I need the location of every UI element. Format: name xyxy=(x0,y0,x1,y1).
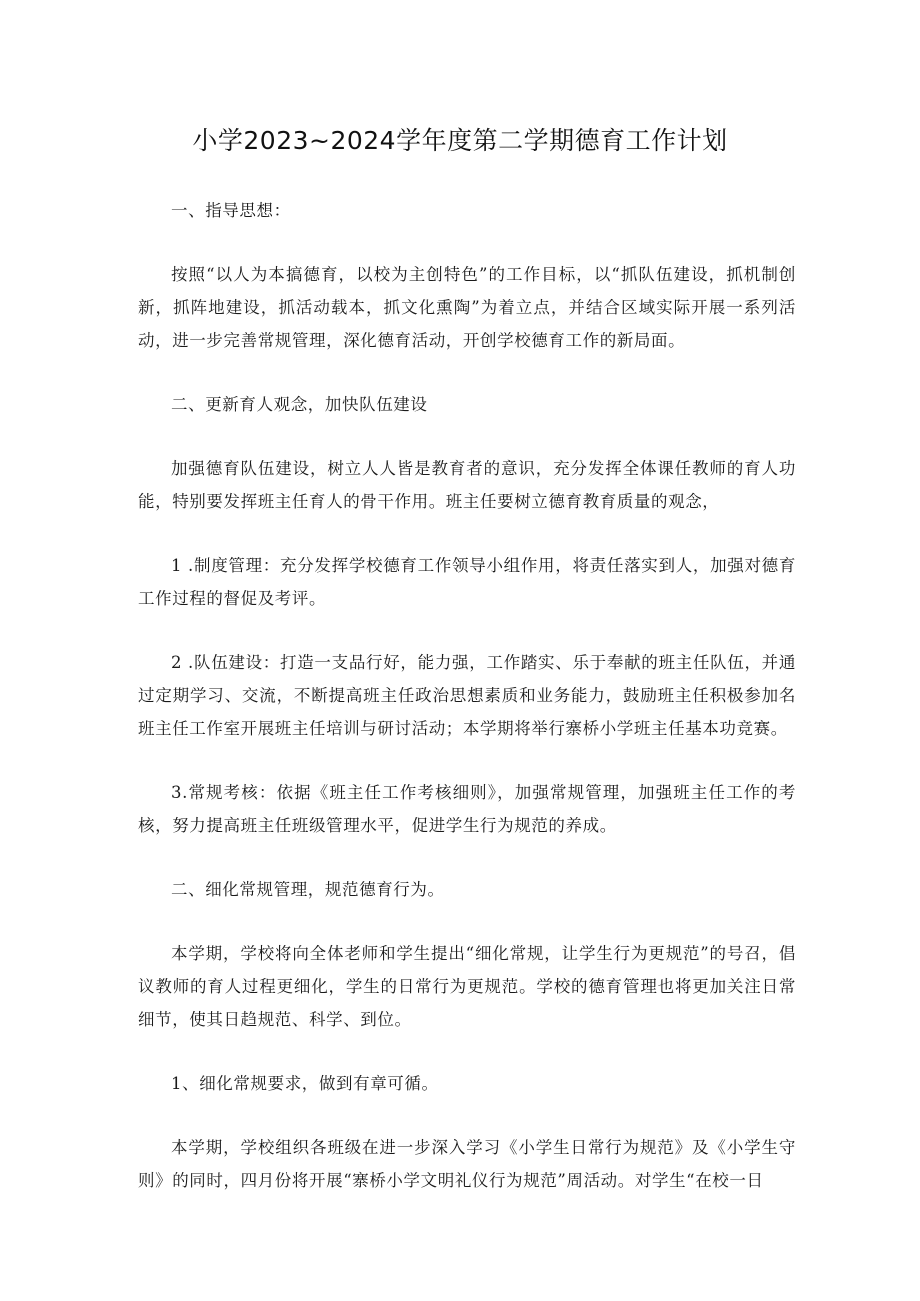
paragraph-team-building: 加强德育队伍建设，树立人人皆是教育者的意识，充分发挥全体课任教师的育人功能，特别要发挥班主任育人的骨干作用。班主任要树立德育教育质量的观念， xyxy=(138,459,796,511)
paragraph-routine-management: 本学期，学校将向全体老师和学生提出“细化常规，让学生行为更规范”的号召，倡议教师的育人过程更细化，学生的日常行为更规范。学校的德育管理也将更加关注日常细节，使其日趋规范、科学、到位。 xyxy=(138,944,796,1029)
paragraph-guiding-ideology: 按照“以人为本搞德育，以校为主创特色”的工作目标，以“抓队伍建设，抓机制创新，抓阵地建设，抓活动载本，抓文化熏陶”为着立点，并结合区域实际开展一系列活动，进一步完善常规管理，深化德育活动，开创学校德育工作的新局面。 xyxy=(138,265,796,350)
paragraph-routine-requirements: 本学期，学校组织各班级在进一步深入学习《小学生日常行为规范》及《小学生守则》的同时，四月份将开展“寨桥小学文明礼仪行为规范”周活动。对学生“在校一日 xyxy=(138,1138,796,1190)
paragraph-team-construction: 2 .队伍建设：打造一支品行好，能力强，工作踏实、乐于奉献的班主任队伍，并通过定期学习、交流，不断提高班主任政治思想素质和业务能力，鼓励班主任积极参加名班主任工作室开展班主任培训与研讨活动；本学期将举行寨桥小学班主任基本功竞赛。 xyxy=(138,653,796,738)
document-body xyxy=(138,194,796,1228)
subsection-heading-routine-requirements: 1、细化常规要求，做到有章可循。 xyxy=(171,1074,439,1093)
section-heading-routine-management: 二、细化常规管理，规范德育行为。 xyxy=(171,880,445,899)
section-heading-guiding-ideology: 一、指导思想： xyxy=(171,201,291,220)
paragraph-routine-assessment: 3.常规考核：依据《班主任工作考核细则》，加强常规管理，加强班主任工作的考核，努力提高班主任班级管理水平，促进学生行为规范的养成。 xyxy=(138,783,796,835)
section-heading-team-building: 二、更新育人观念，加快队伍建设 xyxy=(171,395,428,414)
paragraph-system-management: 1 .制度管理：充分发挥学校德育工作领导小组作用，将责任落实到人，加强对德育工作过程的督促及考评。 xyxy=(138,556,796,608)
document-title: 小学2023~2024学年度第二学期德育工作计划 xyxy=(192,126,728,155)
